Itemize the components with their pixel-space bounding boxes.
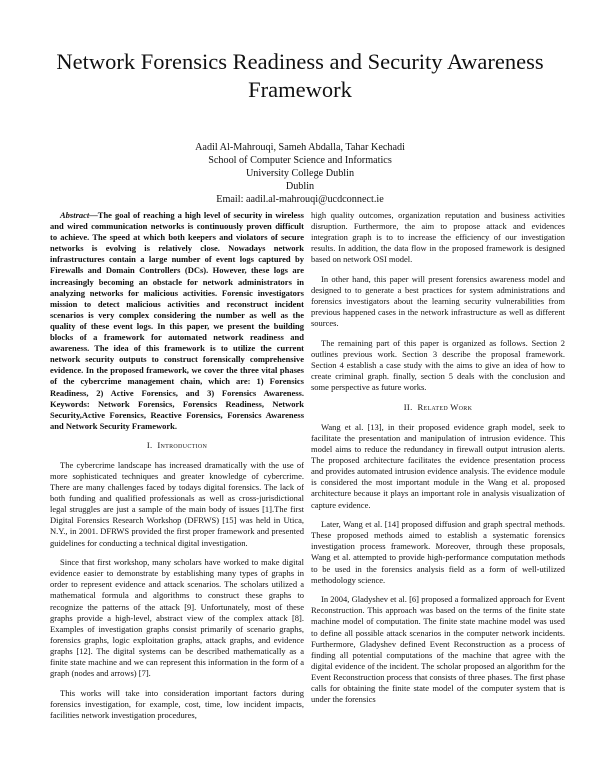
author-block [100, 142, 500, 207]
author-names: Aadil Al-Mahrouqi, Sameh Abdalla, Tahar Kechadi [195, 142, 405, 153]
left-column [50, 210, 304, 729]
section-number: II. [403, 401, 413, 412]
author-city: Dublin [285, 180, 315, 192]
related-paragraph-2: Later, Wang et al. [14] proposed diffusion and graph spectral methods. These proposed methods aimed to establish a systematic forensics investigation process framework. Moreover, through these proposals, Wang et al. attempted to provide high-performance computation methods to be used in the forensics analysis field as a form of well-utilized methodology science. [311, 519, 565, 585]
right-column [311, 210, 565, 714]
intro-paragraph-2: Since that first workshop, many scholars have worked to make digital evidence easier to demonstrate by establishing many types of graphs in order to represent evidence and attack scenarios. The scholars utilized a mathematical formula and algorithms to construct these graphs to recognize the patterns of the attack [9]. Unfortunately, most of these graphs provide a high-level, abstract view of the complex attack [8]. Examples of investigation graphs consist primarily of scenario graphs, forensics graphs, logic exploitation graphs, attack graphs, and evidence graphs [12]. The digital systems can be described mathematically as a finite state machine and we can represent this information in the form of a graph (nodes and arrows) [7]. [50, 557, 304, 679]
section-title: Introduction [157, 439, 208, 450]
section-heading-related-work [311, 402, 565, 413]
intro-paragraph-4: In other hand, this paper will present forensics awareness model and designed to to generate a best practices for system administrations and forensics investigators about the learning security vulnerabilities from previous happened cases in the network infrastructure as well as different sources. [311, 273, 565, 329]
intro-paragraph-3: This works will take into consideration important factors during forensics investigation, for example, cost, time, low incident impacts, facilities network investigation procedures, [50, 687, 304, 720]
abstract [50, 210, 304, 432]
related-paragraph-3: In 2004, Gladyshev et al. [6] proposed a formalized approach for Event Reconstruction. This approach was based on the terms of the finite state machine model of computation. The finite state machine model was used to define all possible attack scenarios in the computer network incidents. Furthermore, Gladyshev defined Event Reconstruction as a process of finding all potential computations of the machine that agree with the digital evidence of the incident. The scholar proposed an algorithm for the Event Reconstruction process that consists of three phases. The first phase calls for obtaining the finite state model of the computer system that is under the forensics [311, 594, 565, 705]
author-affiliation: School of Computer Science and Informatics [208, 154, 392, 166]
author-institution: University College Dublin [245, 167, 355, 179]
related-paragraph-1: Wang et al. [13], in their proposed evidence graph model, seek to facilitate the presentation and manipulation of intrusion evidence. This model aims to reduce the redundancy in firewall output intrusion alerts. The proposed architecture facilitates the evidence presentation process and provides automated intrusion evidence analysis. The evidence module is considered the most important module in the Wang et al. proposed architecture because it plays an important role in analysis visualization of capture evidence. [311, 421, 565, 510]
section-number: I. [146, 439, 153, 450]
author-email: Email: aadil.al-mahrouqi@ucdconnect.ie [216, 193, 384, 205]
section-title: Related Work [417, 401, 473, 412]
section-heading-introduction [50, 440, 304, 451]
intro-continued-paragraph: high quality outcomes, organization reputation and business activities disruption. Furthermore, the aim to propose attack and evidences integration graph is to to increase the efficiency of our investigation results. In addition, the data flow in the proposed framework is designed based on network OSI model. [311, 210, 565, 265]
paper-title: Network Forensics Readiness and Security Awareness Framework [56, 49, 544, 102]
intro-paragraph-5: The remaining part of this paper is organized as follows. Section 2 outlines previous work. Section 3 describe the proposal framework. Section 4 establish a case study with the aims to give an idea of how to create criminal graph. finally, section 5 deals with the conclusion and some perspective as future works. [311, 337, 565, 393]
intro-paragraph-1: The cybercrime landscape has increased dramatically with the use of more sophisticated techniques and greater knowledge of cybercrime. There are many challenges faced by todays digital forensics. The lack of both funding and qualified professionals as well as cross-jurisdictional legal struggles are just a sample of the main body of issues [1].The first Digital Forensics Research Workshop (DFRWS) [15] was held in Utica, N.Y., in 2001. DFRWS provided the first proper framework and presented guidelines for conducting a technical digital investigation. [50, 459, 304, 548]
abstract-text: —The goal of reaching a high level of security in wireless and wired communication networks is continuously proven difficult to achieve. The speed at which both keepers and violators of secure networks is evolving is relatively close. Nowadays network infrastructures contain a large number of event logs captured by Firewalls and Domain Controllers (DCs). However, these logs are increasingly becoming an obstacle for network administrators in analyzing networks for malicious activities. Forensic investigators mission to detect malicious activities and reconstruct incident scenarios is very complex considering the number as well as the quality of these event logs. In this paper, we present the building blocks of a framework for automated network readiness and awareness. The idea of this framework is to utilize the current network security outputs to construct forensically comprehensive evidence. In the proposed framework, we cover the three vital phases of the cybercrime management chain, which are: 1) Forensics Readiness, 2) Active Forensics, and 3) Forensics Awareness. Keywords: Network Forensics, Forensics Readiness, Network Security,Active Forensics, Reactive Forensics, Forensics Awareness and Network Security Framework. [50, 210, 304, 431]
abstract-label: Abstract [60, 210, 90, 220]
